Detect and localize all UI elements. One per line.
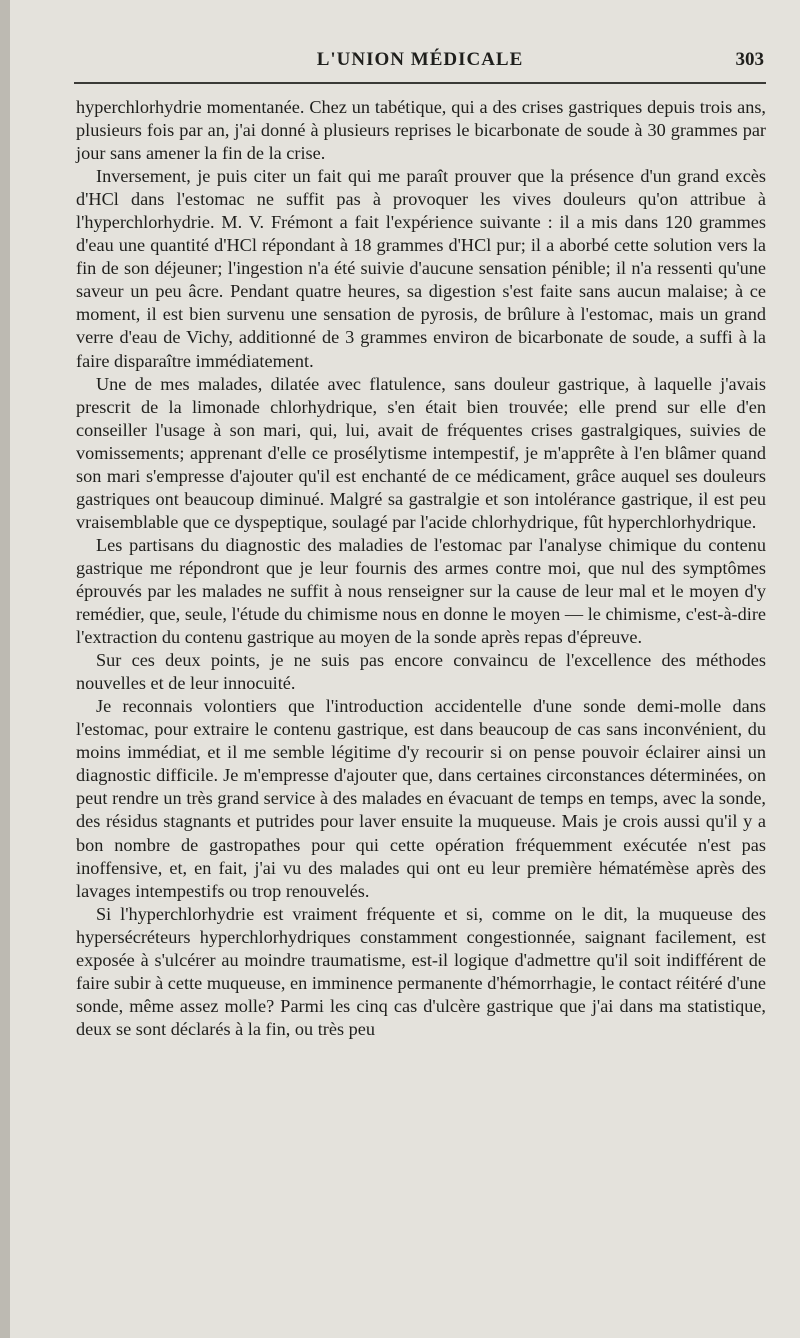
paragraph-4: Les partisans du diagnostic des maladies de l'estomac par l'analyse chimique du contenu gastrique me répondront que je leur fournis des armes contre moi, que nul des symptômes éprouvés par les malades ne suffit à nous renseigner sur la cause de leur mal et le moyen d'y remédier, que, seule, l'étude du chimisme nous en donne le moyen — le chimisme, c'est-à-dire l'extraction du contenu gastrique au moyen de la sonde après repas d'épreuve. — [76, 534, 766, 648]
journal-title: L'UNION MÉDICALE — [316, 49, 524, 70]
paragraph-2: Inversement, je puis citer un fait qui me paraît prouver que la présence d'un grand excès d'HCl dans l'estomac ne suffit pas à provoquer les vives douleurs qu'on attribue à l'hyperchlorhydrie. M. V. Frémont a fait l'expérience suivante : il a mis dans 120 grammes d'eau une quantité d'HCl répondant à 18 grammes d'HCl pur; il a aborbé cette solution vers la fin de son déjeuner; l'ingestion n'a été suivie d'aucune sensation pénible; il n'a ressenti qu'une saveur un peu âcre. Pendant quatre heures, sa digestion s'est faite sans aucun malaise; à ce moment, il est bien survenu une sensation de pyrosis, de brûlure à l'estomac, mais un grand verre d'eau de Vichy, additionné de 3 grammes environ de bicarbonate de soude, a suffi à la faire disparaître immédiatement. — [76, 166, 766, 371]
page-edge-shadow — [0, 0, 10, 1338]
running-header — [74, 45, 766, 79]
paragraph-3: Une de mes malades, dilatée avec flatulence, sans douleur gastrique, à laquelle j'avais prescrit de la limonade chlorhydrique, s'en était bien trouvée; elle prend sur elle d'en conseiller l'usage à son mari, qui, lui, avait de fréquentes crises gastralgiques, suivies de vomissements; apprenant d'elle ce prosélytisme intempestif, je m'apprête à l'en blâmer quand son mari s'empresse d'ajouter qu'il est enchanté de ce médicament, grâce auquel ses douleurs gastriques ont beaucoup diminué. Malgré sa gastralgie et son intolérance gastrique, il est peu vraisemblable que ce dyspeptique, soulagé par l'acide chlorhydrique, fût hyperchlorhydrique. — [76, 373, 766, 532]
paragraph-7: Si l'hyperchlorhydrie est vraiment fréquente et si, comme on le dit, la muqueuse des hypersécréteurs hyperchlorhydriques constamment congestionnée, saignant facilement, est exposée à s'ulcérer au moindre traumatisme, est-il logique d'admettre qu'il soit indifférent de faire subir à cette muqueuse, en imminence permanente d'hémorrhagie, le contact réitéré d'une sonde, même assez molle? Parmi les cinq cas d'ulcère gastrique que j'ai dans ma statistique, deux se sont déclarés à la fin, ou très peu — [76, 903, 766, 1039]
article-body — [76, 96, 766, 1041]
page-number: 303 — [735, 49, 764, 70]
paragraph-6: Je reconnais volontiers que l'introduction accidentelle d'une sonde demi-molle dans l'estomac, pour extraire le contenu gastrique, est dans beaucoup de cas sans inconvénient, du moins immédiat, et il me semble légitime d'y recourir si on pense pouvoir éclairer ainsi un diagnostic difficile. Je m'empresse d'ajouter que, dans certaines circonstances déterminées, on peut rendre un très grand service à des malades en évacuant de temps en temps, avec la sonde, des résidus stagnants et putrides pour laver ensuite la muqueuse. Mais je crois aussi qu'il y a bon nombre de gastropathes pour qui cette opération fréquemment exécutée n'est pas inoffensive, et, en fait, j'ai vu des malades qui ont eu leur première hématémèse après des lavages intempestifs ou trop renouvelés. — [76, 696, 766, 901]
header-rule — [74, 82, 766, 84]
paragraph-5: Sur ces deux points, je ne suis pas encore convaincu de l'excellence des méthodes nouvelles et de leur innocuité. — [76, 650, 766, 694]
paragraph-1: hyperchlorhydrie momentanée. Chez un tabétique, qui a des crises gastriques depuis trois ans, plusieurs fois par an, j'ai donné à plusieurs reprises le bicarbonate de soude à 30 grammes par jour sans amener la fin de la crise. — [76, 97, 766, 164]
